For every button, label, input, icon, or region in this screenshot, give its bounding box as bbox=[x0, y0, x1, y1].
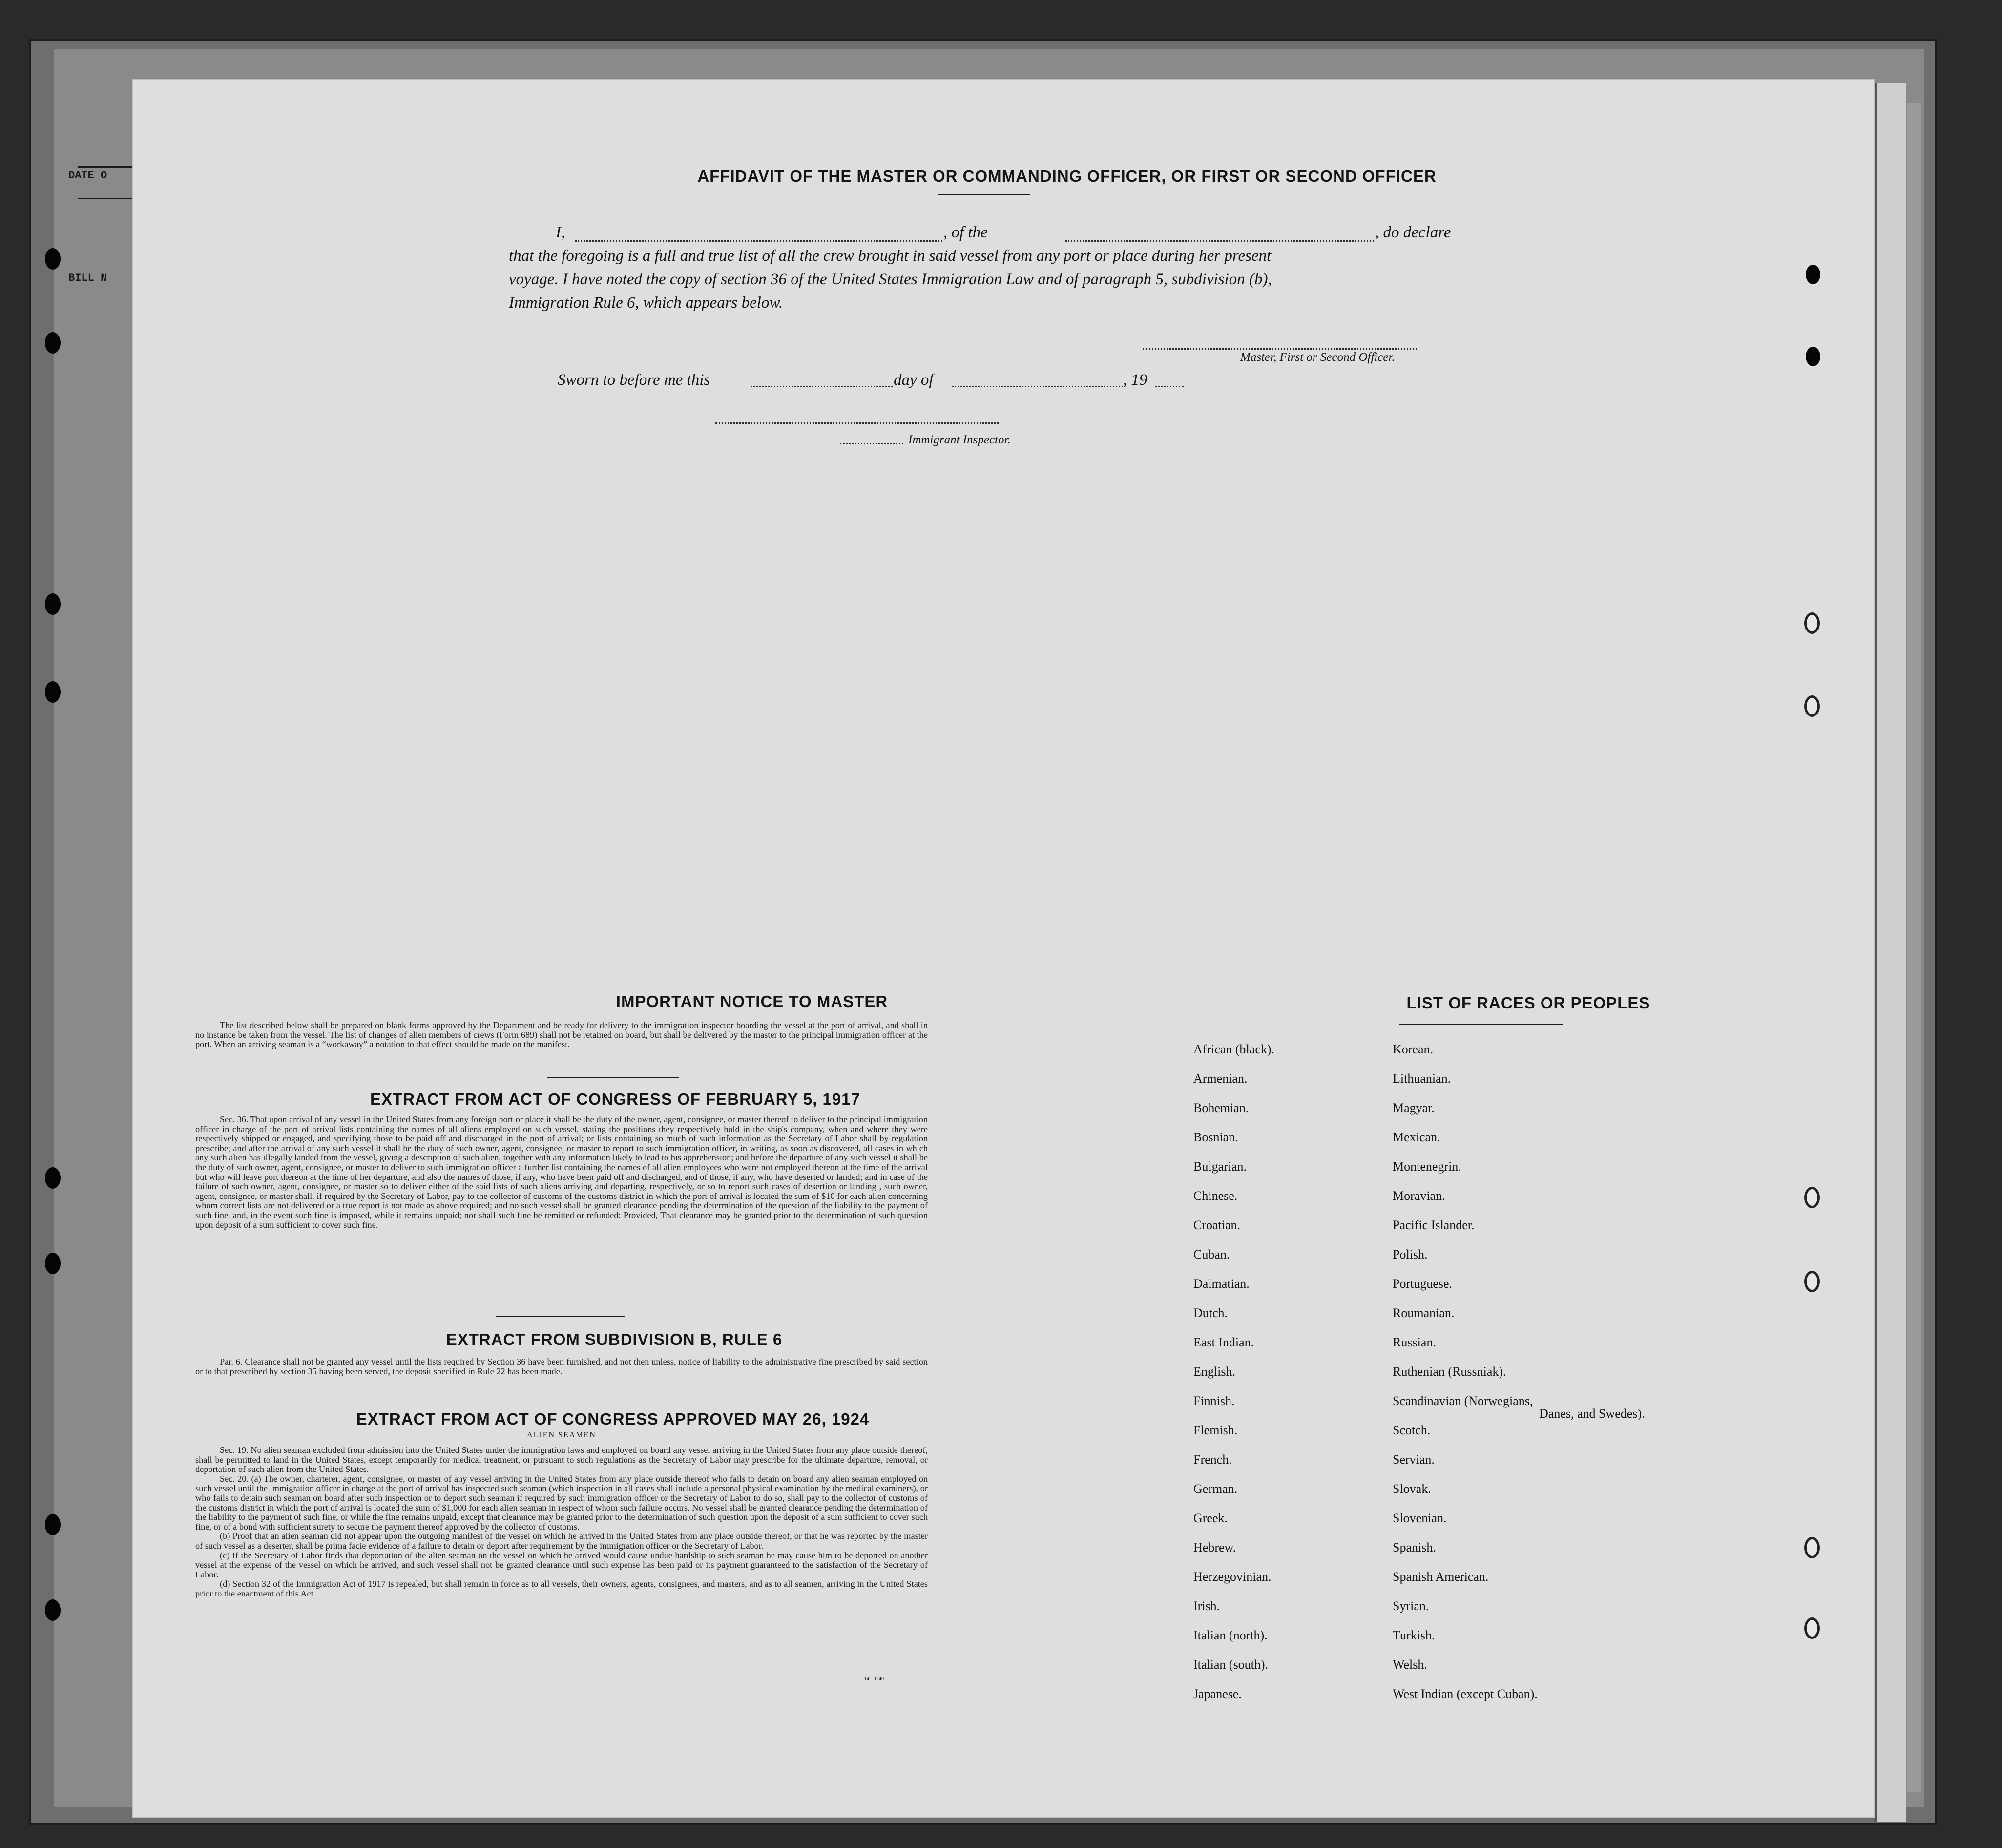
race-item: Scotch. bbox=[1393, 1423, 1431, 1437]
race-item: Bulgarian. bbox=[1193, 1159, 1247, 1174]
race-item: Croatian. bbox=[1193, 1218, 1241, 1232]
page-edge-strip bbox=[1907, 103, 1921, 1792]
race-item: Slovenian. bbox=[1393, 1511, 1447, 1525]
race-item: Servian. bbox=[1393, 1452, 1435, 1467]
race-item: West Indian (except Cuban). bbox=[1393, 1687, 1538, 1701]
race-item: Chinese. bbox=[1193, 1189, 1238, 1203]
sworn-month-field[interactable] bbox=[952, 386, 1123, 387]
affidavit-line3: voyage. I have noted the copy of section 36 of the United States Immigration Law and of paragraph 5, subdivision (b), bbox=[509, 271, 1272, 288]
extract-rule6-paragraph: Par. 6. Clearance shall not be granted any vessel until the lists required by Section 36 have been furnished, and not then unless, notice of liability to the administrative fine prescribed by said section or to that prescribed by section 35 having been served, the deposit specified in Rule 22 has been made. bbox=[195, 1357, 928, 1376]
race-item: Turkish. bbox=[1393, 1628, 1435, 1642]
race-item: Italian (south). bbox=[1193, 1658, 1269, 1672]
race-item: Montenegrin. bbox=[1393, 1159, 1461, 1174]
punch-hole-reinforced bbox=[1804, 612, 1820, 634]
race-item: Lithuanian. bbox=[1393, 1071, 1451, 1086]
race-item: Welsh. bbox=[1393, 1658, 1427, 1672]
binder-label bbox=[68, 90, 107, 330]
race-item: Irish. bbox=[1193, 1599, 1220, 1613]
document-page bbox=[132, 79, 1875, 1818]
punch-hole-reinforced bbox=[1804, 1617, 1820, 1639]
page-edge-strip bbox=[1875, 83, 1906, 1822]
sworn-year-prefix: , 19 bbox=[1123, 371, 1147, 389]
punch-hole bbox=[45, 1253, 61, 1274]
title-rule bbox=[1399, 1024, 1563, 1025]
sworn-text: Sworn to before me this bbox=[558, 371, 710, 389]
section-rule bbox=[547, 1077, 679, 1078]
punch-hole bbox=[45, 1514, 61, 1535]
inspector-signature-field[interactable] bbox=[715, 422, 999, 424]
binder-label-date: DATE O bbox=[68, 169, 107, 182]
race-item: Flemish. bbox=[1193, 1423, 1238, 1437]
race-item-continuation: Danes, and Swedes). bbox=[1539, 1407, 1645, 1421]
race-item: Dalmatian. bbox=[1193, 1277, 1250, 1291]
vessel-name-field[interactable] bbox=[1065, 240, 1374, 242]
affidavit-line1-declare: , do declare bbox=[1375, 224, 1451, 241]
race-item: Polish. bbox=[1393, 1247, 1428, 1261]
race-item: Korean. bbox=[1393, 1042, 1434, 1056]
race-item: Greek. bbox=[1193, 1511, 1228, 1525]
extract-1924-subtitle: ALIEN SEAMEN bbox=[527, 1431, 596, 1439]
punch-hole bbox=[45, 1599, 61, 1621]
master-signature-caption: Master, First or Second Officer. bbox=[1240, 351, 1395, 364]
extract-rule6-title: EXTRACT FROM SUBDIVISION B, RULE 6 bbox=[446, 1330, 783, 1348]
extract-1924-paragraph: (d) Section 32 of the Immigration Act of 1917 is repealed, but shall remain in force as to all vessels, their owners, agents, consignees, and masters, and as to all seamen, arriving in the United States prior to the enactment of this Act. bbox=[195, 1579, 928, 1598]
race-item: African (black). bbox=[1193, 1042, 1275, 1056]
race-item: Spanish American. bbox=[1393, 1570, 1489, 1584]
race-item: Spanish. bbox=[1393, 1540, 1436, 1554]
race-item: Bohemian. bbox=[1193, 1101, 1249, 1115]
master-signature-field[interactable] bbox=[1143, 348, 1417, 350]
affidavit-line4: Immigration Rule 6, which appears below. bbox=[509, 294, 783, 312]
race-item: Armenian. bbox=[1193, 1071, 1248, 1086]
punch-hole bbox=[45, 681, 61, 703]
extract-1924-title: EXTRACT FROM ACT OF CONGRESS APPROVED MAY 26, 1924 bbox=[356, 1410, 870, 1428]
punch-hole-reinforced bbox=[1804, 1271, 1820, 1292]
race-item: Magyar. bbox=[1393, 1101, 1435, 1115]
race-item: Moravian. bbox=[1393, 1189, 1445, 1203]
race-item: German. bbox=[1193, 1482, 1238, 1496]
punch-hole-reinforced bbox=[1804, 695, 1820, 717]
notice-text bbox=[195, 1021, 928, 1050]
affidavit-line1-of: , of the bbox=[943, 224, 988, 241]
extract-1924-paragraph: Sec. 20. (a) The owner, charterer, agent, consignee, or master of any vessel arriving in the United States from any place outside thereof who fails to detain on board any alien seaman employed on such vessel until the immigration officer in charge at the port of arrival has inspected such seaman (which inspection in all cases shall include a personal physical examination by the medical examiners), or who fails to detain such seaman on board after such inspection or to deport such seaman if required by such immigration officer or the Secretary of Labor to do so, shall pay to the collector of customs of the customs district in which the port of arrival is located the sum of $1,000 for each alien seaman in respect of whom such failure occurs. No vessel shall be granted clearance pending the determination of the liability to the payment of such fine, or while the fine remains unpaid, except that clearance may be granted prior to the determination of such question upon the deposit of a sum sufficient to cover such fine, or of a bond with sufficient surety to secure the payment thereof approved by the collector of customs. bbox=[195, 1473, 928, 1532]
inspector-caption: Immigrant Inspector. bbox=[908, 433, 1011, 446]
race-item: English. bbox=[1193, 1365, 1235, 1379]
race-item: Hebrew. bbox=[1193, 1540, 1236, 1554]
affidavit-line2: that the foregoing is a full and true list of all the crew brought in said vessel from any port or place during her present bbox=[509, 247, 1272, 265]
race-item: Japanese. bbox=[1193, 1687, 1242, 1701]
race-item: Slovak. bbox=[1393, 1482, 1431, 1496]
notice-title: IMPORTANT NOTICE TO MASTER bbox=[616, 992, 888, 1010]
punch-hole bbox=[1806, 347, 1820, 366]
master-name-field[interactable] bbox=[575, 240, 942, 242]
title-rule bbox=[938, 194, 1030, 195]
sworn-day-of: day of bbox=[894, 371, 934, 389]
inspector-caption-leader bbox=[840, 443, 903, 444]
sworn-day-field[interactable] bbox=[751, 386, 893, 387]
binder-rule bbox=[78, 198, 137, 199]
extract-1924-paragraph: (c) If the Secretary of Labor finds that deportation of the alien seaman on the vessel on which he arrived would cause undue hardship to such seaman he may cause him to be deported on another vessel at the expense of the vessel on which he arrived, and such vessel shall not be granted clearance until such expense has been paid or its payment guaranteed to the satisfaction of the Secretary of Labor. bbox=[195, 1550, 928, 1579]
binder-label-bill: BILL N bbox=[68, 272, 107, 284]
races-title: LIST OF RACES OR PEOPLES bbox=[1406, 994, 1650, 1012]
race-item: Ruthenian (Russniak). bbox=[1393, 1365, 1506, 1379]
punch-hole bbox=[45, 248, 61, 270]
extract-rule6-text bbox=[195, 1357, 928, 1376]
race-item: Portuguese. bbox=[1393, 1277, 1453, 1291]
punch-hole-reinforced bbox=[1804, 1187, 1820, 1208]
race-item: Syrian. bbox=[1393, 1599, 1429, 1613]
notice-paragraph: The list described below shall be prepared on blank forms approved by the Department and be ready for delivery to the immigration inspector boarding the vessel at the port of arrival, and shall in no instance be taken from the vessel. The list of changes of alien members of crews (Form 689) shall not be retained on board, but shall be delivered by the master to the principal immigration officer at the port. When an arriving seaman is a “workaway” a notation to that effect should be made on the manifest. bbox=[195, 1020, 928, 1050]
affidavit-line1-i: I, bbox=[556, 224, 565, 241]
race-item: East Indian. bbox=[1193, 1335, 1254, 1349]
race-item: Cuban. bbox=[1193, 1247, 1230, 1261]
race-item: French. bbox=[1193, 1452, 1232, 1467]
race-item: Scandinavian (Norwegians, bbox=[1393, 1394, 1533, 1408]
sworn-year-field[interactable] bbox=[1155, 386, 1184, 387]
race-item: Roumanian. bbox=[1393, 1306, 1455, 1320]
punch-hole bbox=[45, 1167, 61, 1189]
race-item: Herzegovinian. bbox=[1193, 1570, 1272, 1584]
section-rule bbox=[496, 1316, 625, 1317]
race-item: Russian. bbox=[1393, 1335, 1436, 1349]
race-item: Italian (north). bbox=[1193, 1628, 1268, 1642]
race-item: Pacific Islander. bbox=[1393, 1218, 1475, 1232]
affidavit-title: AFFIDAVIT OF THE MASTER OR COMMANDING OFFICER, OR FIRST OR SECOND OFFICER bbox=[697, 167, 1437, 185]
binder-rule bbox=[78, 166, 137, 168]
extract-1924-paragraph: (b) Proof that an alien seaman did not appear upon the outgoing manifest of the vessel on which he arrived in the United States from any place outside thereof, or that he was reported by the master of such vessel as a deserter, shall be prima facie evidence of a failure to detain or deport after requirement by the immigration officer or the Secretary of Labor. bbox=[195, 1531, 928, 1551]
race-item: Mexican. bbox=[1393, 1130, 1440, 1144]
extract-1924-text bbox=[195, 1446, 928, 1599]
race-item: Finnish. bbox=[1193, 1394, 1235, 1408]
race-item: Dutch. bbox=[1193, 1306, 1228, 1320]
punch-hole bbox=[1806, 265, 1820, 284]
punch-hole bbox=[45, 593, 61, 615]
extract-1917-paragraph: Sec. 36. That upon arrival of any vessel in the United States from any foreign port or place it shall be the duty of the owner, agent, consignee, or master thereof to deliver to the principal immigration officer in charge of the port of arrival lists containing the names of all aliens employed on such vessel, stating the positions they respectively hold in the ship's company, when and where they were respectively shipped or engaged, and specifying those to be paid off and discharged in the port of arrival; or lists containing so much of such information as the Secretary of Labor shall by regulation prescribe; and after the arrival of any such vessel it shall be the duty of such owner, agent, consignee, or master to report to such immigration officer, in writing, as soon as discovered, all cases in which any such alien has illegally landed from the vessel, giving a description of such alien, together with any information likely to lead to his apprehension; and before the departure of any such vessel it shall be the duty of such owner, agent, consignee, or master to deliver to such immigration officer a further list containing the names of all alien employees who were not employed thereon at the time of the arrival but who will leave port thereon at the time of her departure, and also the names of those, if any, who have been paid off and discharged, and of those, if any, who have deserted or landed; and in case of the failure of such owner, agent, consignee, or master so to deliver either of the said lists of such aliens arriving and departing, respectively, or so to report such cases of desertion or landing , such owner, agent, consignee, or master shall, if required by the Secretary of Labor, pay to the collector of customs of the customs district in which the port of arrival is located the sum of $10 for each alien concerning whom correct lists are not delivered or a true report is not made as above required; and no such vessel shall be granted clearance pending the determination of the question of the liability to the payment of such fine, and, in the event such fine is imposed, while it remains unpaid; nor shall such fine be remitted or refunded: Provided, That clearance may be granted prior to the determination of such question upon deposit of a sum sufficient to cover such fine. bbox=[195, 1114, 928, 1230]
punch-hole-reinforced bbox=[1804, 1537, 1820, 1558]
extract-1917-text bbox=[195, 1115, 928, 1230]
punch-hole bbox=[45, 332, 61, 354]
extract-1924-paragraph: Sec. 19. No alien seaman excluded from admission into the United States under the immigration laws and employed on board any vessel arriving in the United States from any place outside thereof, shall be permitted to land in the United States, except temporarily for medical treatment, or pursuant to such regulations as the Secretary of Labor may prescribe for the ultimate departure, removal, or deportation of such alien from the United States. bbox=[195, 1445, 928, 1474]
extract-1917-title: EXTRACT FROM ACT OF CONGRESS OF FEBRUARY 5, 1917 bbox=[370, 1090, 860, 1108]
race-item: Bosnian. bbox=[1193, 1130, 1238, 1144]
form-number: 14—1240 bbox=[864, 1676, 884, 1681]
